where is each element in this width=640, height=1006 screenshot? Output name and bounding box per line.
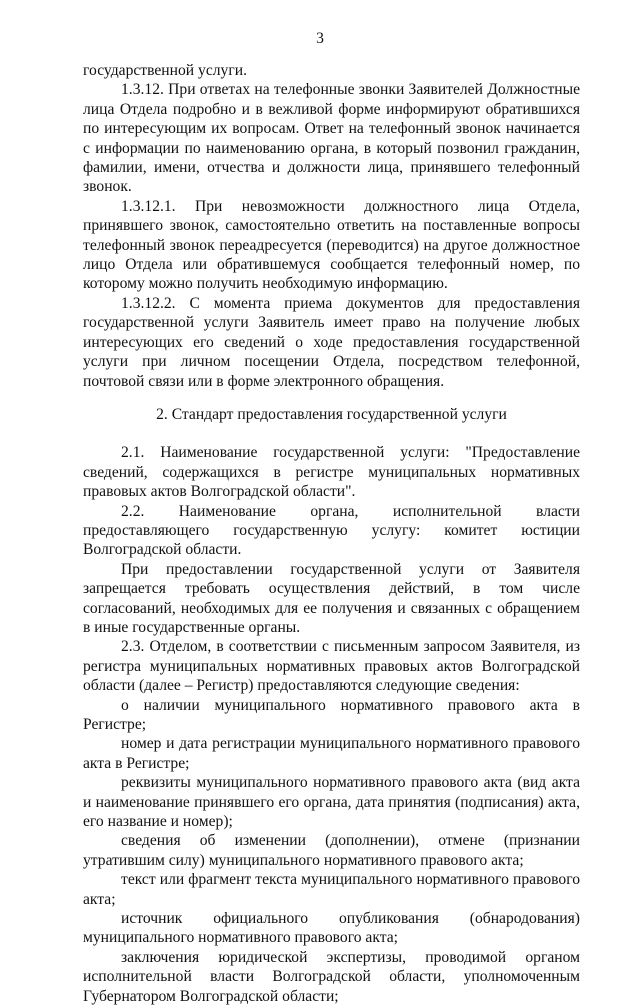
paragraph-2-2: 2.2. Наименование органа, исполнительной власти предоставляющего государственную услугу: комитет юстиции Волгоградской области. xyxy=(83,502,580,559)
list-item-changes: сведения об изменении (дополнении), отмене (признании утратившим силу) муниципального нормативного правового акта; xyxy=(83,832,580,869)
paragraph-prohibition: При предоставлении государственной услуги от Заявителя запрещается требовать осуществления действий, в том числе согласований, необходимых для ее получения и связанных с обращением в иные государственные органы. xyxy=(83,560,580,636)
paragraph-1-3-12: 1.3.12. При ответах на телефонные звонки Заявителей Должностные лица Отдела подробно и в вежливой форме информируют обратившихся по интересующим их вопросам. Ответ на телефонный звонок начинается с информации по наименованию органа, в который позвонил гражданин, фамилии, имени, отчества и должности лица, принявшего телефонный звонок. xyxy=(83,81,580,196)
list-item-requisites: реквизиты муниципального нормативного правового акта (вид акта и наименование принявшего его органа, дата принятия (подписания) акта, его название и номер); xyxy=(83,774,580,831)
list-item-registration: номер и дата регистрации муниципального нормативного правового акта в Регистре; xyxy=(83,735,580,772)
list-item-publication-source: источник официального опубликования (обнародования) муниципального нормативного правового акта; xyxy=(83,910,580,947)
document-body xyxy=(83,61,580,1006)
paragraph-2-1: 2.1. Наименование государственной услуги: "Предоставление сведений, содержащихся в регистре муниципальных нормативных правовых актов Волгоградской области". xyxy=(83,444,580,501)
list-item-text: текст или фрагмент текста муниципального нормативного правового акта; xyxy=(83,871,580,908)
paragraph-1-3-12-1: 1.3.12.1. При невозможности должностного лица Отдела, принявшего звонок, самостоятельно ответить на поставленные вопросы телефонный звонок переадресуется (переводится) на другое должностное лицо Отдела или обратившемуся сообщается телефонный номер, по которому можно получить необходимую информацию. xyxy=(83,197,580,293)
paragraph-1-3-12-2: 1.3.12.2. С момента приема документов для предоставления государственной услуги Заявитель имеет право на получение любых интересующих его сведений о ходе предоставления государственной услуги при личном посещении Отдела, посредством телефонной, почтовой связи или в форме электронного обращения. xyxy=(83,294,580,390)
paragraph-continuation: государственной услуги. xyxy=(83,62,247,79)
section-heading: 2. Стандарт предоставления государственной услуги xyxy=(156,405,507,423)
list-item-legal-expertise: заключения юридической экспертизы, проводимой органом исполнительной власти Волгоградской области, уполномоченным Губернатором Волгоградской области; xyxy=(83,948,580,1005)
paragraph-2-3: 2.3. Отделом, в соответствии с письменным запросом Заявителя, из регистра муниципальных нормативных правовых актов Волгоградской области (далее – Регистр) предоставляются следующие сведения: xyxy=(83,638,580,695)
page-number: 3 xyxy=(316,30,324,47)
list-item-presence: о наличии муниципального нормативного правового акта в Регистре; xyxy=(83,696,580,733)
